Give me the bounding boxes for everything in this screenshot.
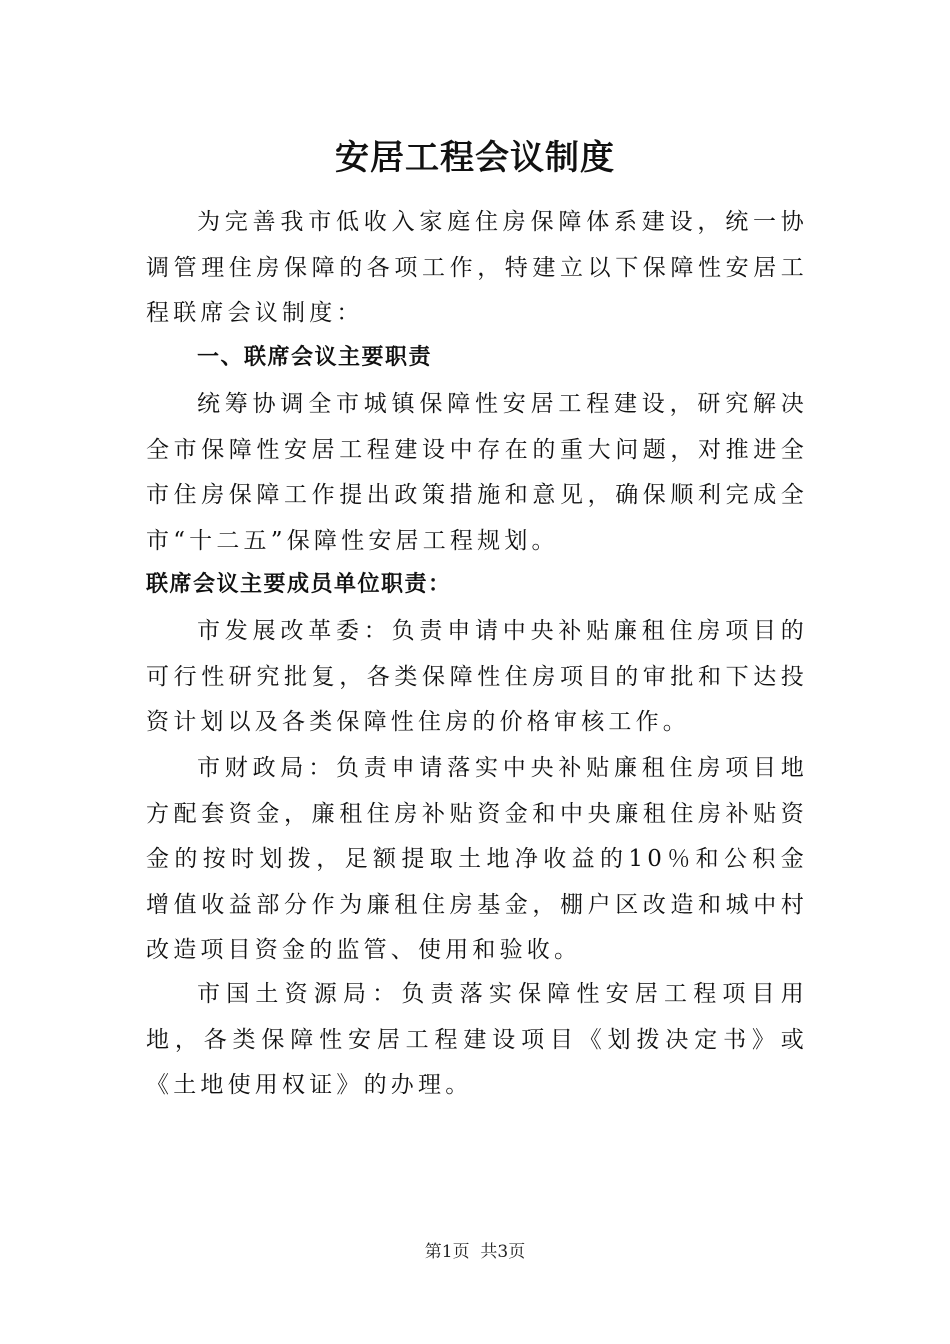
intro-paragraph: 为完善我市低收入家庭住房保障体系建设，统一协调管理住房保障的各项工作，特建立以下保障性安居工程联席会议制度： [146,209,808,326]
duty-paragraph-finance-bureau: 市财政局：负责申请落实中央补贴廉租住房项目地方配套资金，廉租住房补贴资金和中央廉租住房补贴资金的按时划拨，足额提取土地净收益的10％和公积金增值收益部分作为廉租住房基金，棚户区改造和城中村改造项目资金的监管、使用和验收。 [146,755,808,963]
duty-paragraph-development-reform: 市发展改革委：负责申请中央补贴廉租住房项目的可行性研究批复，各类保障性住房项目的审批和下达投资计划以及各类保障性住房的价格审核工作。 [146,618,808,735]
section-main-duties-body: 统筹协调全市城镇保障性安居工程建设，研究解决全市保障性安居工程建设中存在的重大问题，对推进全市住房保障工作提出政策措施和意见，确保顺利完成全市“十二五”保障性安居工程规划。 [146,391,808,554]
document-title: 安居工程会议制度 [335,138,615,178]
page-number-label: 第1页 共3页 [424,1242,526,1262]
section-heading-main-duties: 一、联席会议主要职责 [197,345,433,370]
page-footer [0,1240,950,1264]
duty-paragraph-land-resources: 市国土资源局：负责落实保障性安居工程项目用地，各类保障性安居工程建设项目《划拨决定书》或《土地使用权证》的办理。 [146,981,808,1098]
section-heading-member-duties: 联席会议主要成员单位职责： [146,572,452,597]
